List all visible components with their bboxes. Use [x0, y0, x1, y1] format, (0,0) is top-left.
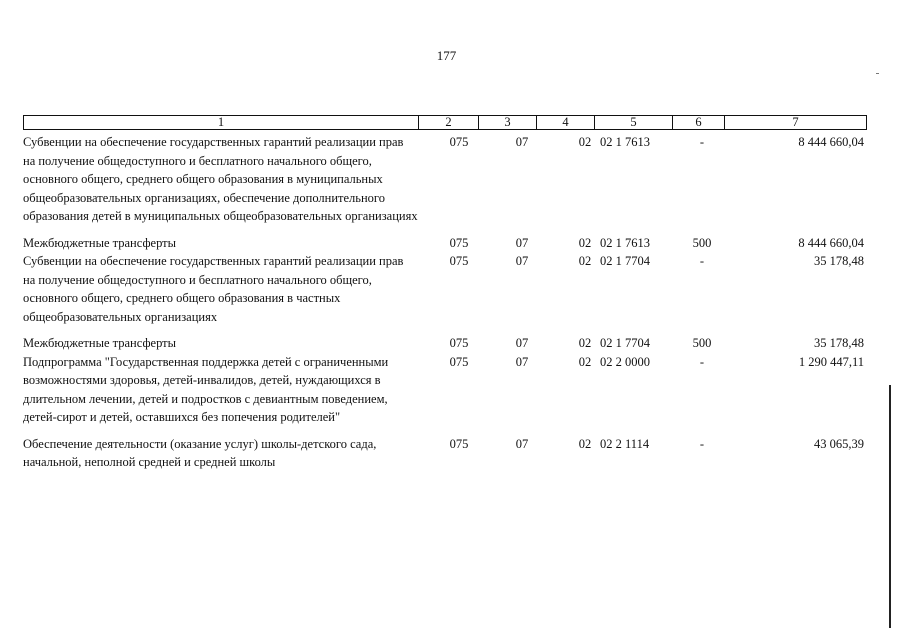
table-row	[23, 133, 866, 226]
row-col4: 02	[578, 254, 592, 268]
row-col3: 07	[515, 254, 529, 268]
row-col4: 02	[578, 354, 592, 369]
row-col5: 02 2 0000	[600, 354, 650, 369]
row-col4: 02	[578, 135, 592, 149]
row-col5: 02 1 7704	[600, 336, 650, 350]
column-header-6: 6	[673, 116, 725, 130]
row-col4: 02	[578, 336, 592, 350]
row-col7: 35 178,48	[814, 336, 864, 350]
row-col6: -	[699, 135, 705, 149]
row-col3: 07	[515, 354, 529, 369]
column-header-4: 4	[537, 116, 595, 130]
row-col2: 075	[449, 254, 469, 268]
row-name: Обеспечение деятельности (оказание услуг) школы-детского сада, начальной, неполной средней и средней школы	[23, 436, 377, 469]
row-name: Субвенции на обеспечение государственных гарантий реализации прав на получение общедоступного и бесплатного начального общего, основного общего, среднего общего образования в муниципальных общеобразовательных организациях, обеспечение дополнительного образования детей в муниципальных общеобразовательных организациях	[23, 135, 418, 223]
column-header-1: 1	[24, 116, 419, 130]
table-row	[23, 252, 866, 326]
table-row	[23, 334, 866, 353]
scan-mark	[876, 73, 879, 74]
row-col5: 02 1 7613	[600, 135, 650, 149]
budget-table-body	[23, 133, 866, 472]
row-col5: 02 1 7613	[600, 235, 650, 250]
table-row	[23, 353, 866, 427]
row-col6: 500	[692, 235, 712, 250]
page-number: 177	[436, 48, 457, 63]
row-col5: 02 2 1114	[600, 436, 650, 451]
column-header-table	[23, 115, 867, 130]
column-header-2: 2	[419, 116, 479, 130]
row-col7: 8 444 660,04	[798, 135, 864, 149]
table-row	[23, 435, 866, 472]
page-edge-line	[889, 385, 891, 628]
column-header-7: 7	[725, 116, 867, 130]
row-gap	[23, 326, 866, 334]
row-col6: -	[699, 436, 705, 451]
row-name: Подпрограмма "Государственная поддержка детей с ограниченными возможностями здоровья, детей-инвалидов, детей, нуждающихся в длительном лечении, детей и подростков с девиантным поведением, детей-сирот и детей, оставшихся без попечения родителей"	[23, 354, 389, 424]
row-col7: 35 178,48	[814, 254, 864, 268]
row-col4: 02	[578, 436, 592, 451]
table-row	[23, 234, 866, 253]
row-col3: 07	[515, 436, 529, 451]
row-col3: 07	[515, 235, 529, 250]
column-header-3: 3	[479, 116, 537, 130]
row-col7: 8 444 660,04	[798, 235, 864, 250]
row-col3: 07	[515, 135, 529, 149]
row-name: Межбюджетные трансферты	[23, 336, 177, 350]
row-col7: 43 065,39	[814, 436, 864, 451]
row-col4: 02	[578, 235, 592, 250]
row-col2: 075	[449, 436, 469, 451]
row-col5: 02 1 7704	[600, 254, 650, 268]
row-col6: -	[699, 354, 705, 369]
row-col6: -	[699, 254, 705, 268]
row-col2: 075	[449, 336, 469, 350]
row-gap	[23, 226, 866, 234]
row-col2: 075	[449, 354, 469, 369]
row-col2: 075	[449, 235, 469, 250]
column-header-row	[24, 116, 867, 130]
row-col2: 075	[449, 135, 469, 149]
row-name: Субвенции на обеспечение государственных гарантий реализации прав на получение общедоступного и бесплатного начального общего, основного общего, среднего общего образования в частных общеобразовательных организациях	[23, 254, 404, 324]
row-col7: 1 290 447,11	[798, 354, 864, 369]
row-col3: 07	[515, 336, 529, 350]
column-header-5: 5	[595, 116, 673, 130]
row-col6: 500	[692, 336, 712, 350]
row-gap	[23, 427, 866, 435]
row-name: Межбюджетные трансферты	[23, 235, 177, 250]
